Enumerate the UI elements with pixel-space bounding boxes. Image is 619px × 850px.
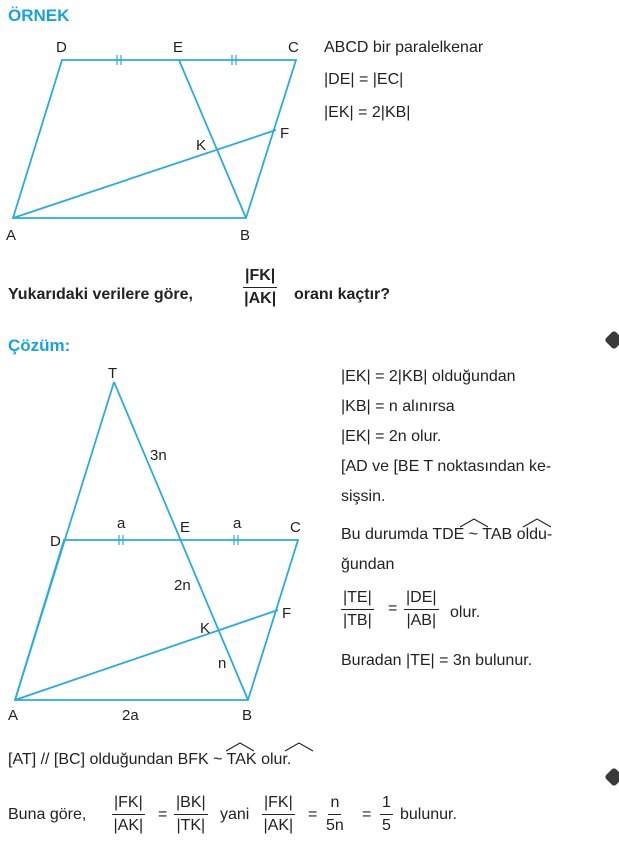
example-diagram xyxy=(13,55,296,218)
segment-af-sol xyxy=(15,610,278,700)
ex-label-k: K xyxy=(196,137,207,154)
sol-label-a1: a xyxy=(117,515,126,532)
similarity-sim: ~ xyxy=(468,526,479,543)
final-f2n: |BK| xyxy=(174,793,208,815)
sol-label-c: C xyxy=(290,519,301,536)
sol-label-t: T xyxy=(108,365,118,382)
similarity-line xyxy=(341,526,552,544)
final-frac-4 xyxy=(326,793,344,836)
segment-tb xyxy=(114,382,248,700)
sol-label-d: D xyxy=(50,533,61,550)
final-f3n: |FK| xyxy=(262,793,295,815)
given-line-2: |DE| = |EC| xyxy=(324,71,404,88)
final-frac-5 xyxy=(380,793,393,836)
final-eq-1: = xyxy=(158,806,168,823)
ex-label-e: E xyxy=(173,39,184,56)
final-mid: yani xyxy=(220,806,250,823)
parallel-tri2: TAK xyxy=(226,751,257,768)
similarity-prefix: Bu durumda xyxy=(341,526,429,543)
sol-line-1: |EK| = 2|KB| olduğundan xyxy=(341,368,516,385)
ex-label-f: F xyxy=(280,125,290,142)
sol-label-b: B xyxy=(242,707,253,724)
example-heading: ÖRNEK xyxy=(8,6,70,25)
similarity-tri1: TDE xyxy=(432,526,465,543)
final-f5d: 5 xyxy=(382,817,391,834)
question-text: Yukarıdaki verilere göre, xyxy=(8,286,193,303)
solution-heading: Çözüm: xyxy=(8,336,71,355)
final-frac-2 xyxy=(174,793,208,836)
ratio-n2: |DE| xyxy=(404,588,439,610)
ex-label-a: A xyxy=(6,227,17,244)
question-fraction xyxy=(243,266,277,309)
ratio-suffix: olur. xyxy=(450,604,481,621)
segment-eb xyxy=(179,60,246,218)
final-prefix: Buna göre, xyxy=(8,806,87,823)
ex-label-b: B xyxy=(240,227,251,244)
question-frac-num: |FK| xyxy=(243,266,277,288)
similarity-tri2: TAB xyxy=(482,526,513,543)
sol-label-3n: 3n xyxy=(150,447,167,464)
sol-label-n: n xyxy=(218,655,227,672)
parallel-sim: ~ xyxy=(213,751,223,768)
ex-label-d: D xyxy=(56,39,67,56)
similarity-suffix: oldu- xyxy=(516,526,553,543)
final-frac-3 xyxy=(262,793,295,836)
parallelogram-abcd xyxy=(13,60,296,218)
segment-at xyxy=(15,382,114,700)
sol-line-5: sişsin. xyxy=(341,488,386,505)
final-f4n: n xyxy=(328,793,341,815)
parallel-tri1: BFK xyxy=(177,751,209,768)
final-eq-3: = xyxy=(362,806,372,823)
question-suffix: oranı kaçtır? xyxy=(294,286,391,303)
similarity-next: ğundan xyxy=(341,556,395,573)
parallel-line xyxy=(8,751,291,769)
final-eq-2: = xyxy=(308,806,318,823)
sol-line-4: [AD ve [BE T noktasından ke- xyxy=(341,458,552,475)
sol-label-k: K xyxy=(200,620,211,637)
final-f3d: |AK| xyxy=(263,817,294,834)
final-suffix: bulunur. xyxy=(400,806,457,823)
final-f5n: 1 xyxy=(380,793,393,815)
ratio-n1: |TE| xyxy=(341,588,374,610)
question-frac-den: |AK| xyxy=(244,290,277,307)
ratio-d2: |AB| xyxy=(406,612,437,629)
ex-label-c: C xyxy=(288,39,299,56)
segment-af xyxy=(13,130,276,218)
ratio-d1: |TB| xyxy=(343,612,372,629)
hat-marks xyxy=(226,519,551,751)
ratio-eq: = xyxy=(388,600,398,617)
sol-label-2a: 2a xyxy=(122,707,139,724)
sol-label-f: F xyxy=(282,605,292,622)
final-frac-1 xyxy=(112,793,145,836)
ratio-frac-1 xyxy=(341,588,374,631)
final-f4d: 5n xyxy=(326,817,344,834)
final-f1n: |FK| xyxy=(112,793,145,815)
result-line: Buradan |TE| = 3n bulunur. xyxy=(341,652,533,669)
final-f2d: |TK| xyxy=(176,817,206,834)
final-f1d: |AK| xyxy=(113,817,144,834)
sol-line-2: |KB| = n alınırsa xyxy=(341,398,455,415)
sol-line-3: |EK| = 2n olur. xyxy=(341,428,442,445)
sol-label-a2: a xyxy=(233,515,242,532)
sol-label-e: E xyxy=(180,519,191,536)
given-line-3: |EK| = 2|KB| xyxy=(324,104,411,121)
sol-label-a: A xyxy=(8,707,19,724)
parallel-prefix: [AT] // [BC] olduğundan xyxy=(8,751,174,768)
parallel-suffix: olur. xyxy=(261,751,292,768)
sol-label-2n: 2n xyxy=(174,577,191,594)
ratio-frac-2 xyxy=(404,588,439,631)
given-line-1: ABCD bir paralelkenar xyxy=(324,39,484,56)
